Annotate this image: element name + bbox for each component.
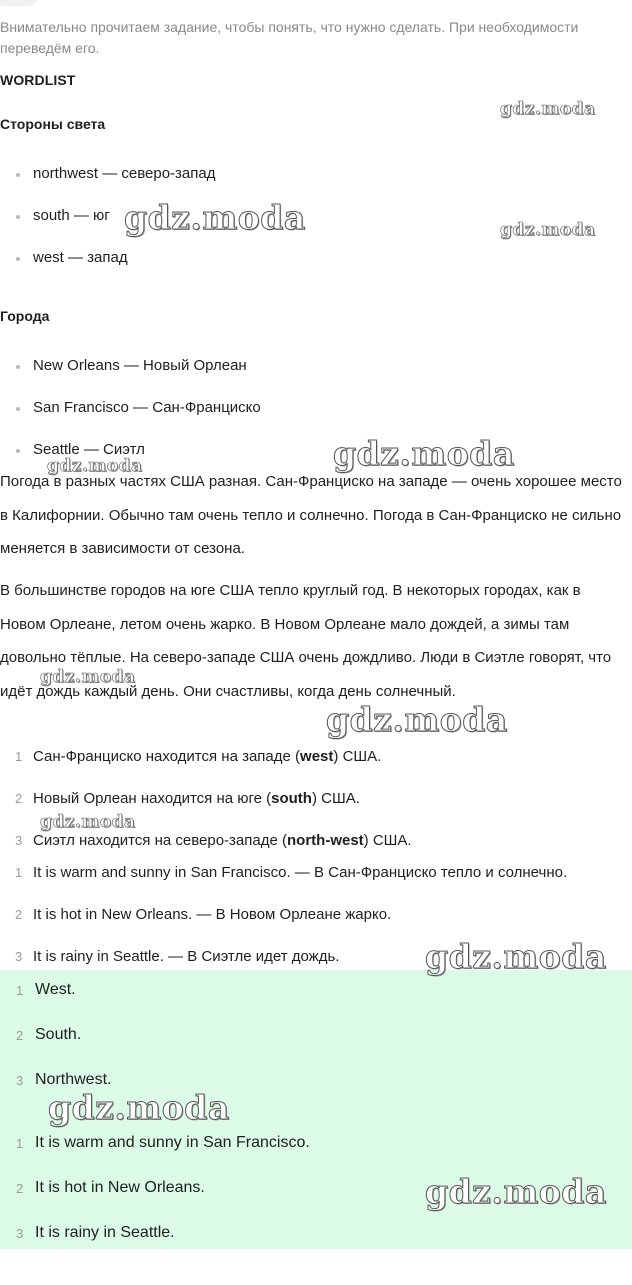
watermark: gdz.moda bbox=[425, 937, 607, 976]
item-number: 1 bbox=[15, 865, 23, 880]
item-text: Новый Орлеан находится на юге ( bbox=[33, 790, 272, 807]
list-item: northwest — северо-запад bbox=[33, 165, 216, 182]
item-text: ) США. bbox=[363, 832, 412, 849]
answer-text: South. bbox=[35, 1026, 82, 1043]
list-item: Seattle — Сиэтл bbox=[33, 441, 145, 458]
item-number: 3 bbox=[16, 1073, 24, 1088]
answer-item bbox=[16, 1071, 112, 1089]
item-number: 2 bbox=[15, 791, 23, 806]
item-number: 3 bbox=[15, 949, 23, 964]
item-text: ) США. bbox=[311, 790, 360, 807]
fact-item-1 bbox=[15, 748, 382, 765]
item-text: It is rainy in Seattle. — В Сиэтле идет дождь. bbox=[33, 948, 340, 965]
answer-item bbox=[16, 1224, 175, 1242]
item-text: Сан-Франциско находится на западе ( bbox=[33, 748, 301, 765]
list-item: San Francisco — Сан-Франциско bbox=[33, 399, 261, 416]
item-text: It is hot in New Orleans. — В Новом Орлеане жарко. bbox=[33, 906, 392, 923]
paragraph-2: В большинстве городов на юге США тепло круглый год. В некоторых городах, как в Новом Орлеане, летом очень жарко. В Новом Орлеане мало дождей, а зимы там довольно тёплые. На северо-западе США очень дождливо. Люди в Сиэтле говорят, что идёт дождь каждый день. Они счастливы, когда день солнечный. bbox=[0, 582, 612, 700]
task-intro: Внимательно прочитаем задание, чтобы понять, что нужно сделать. При необходимости переведём его. bbox=[0, 19, 579, 56]
item-bold: south bbox=[271, 790, 312, 807]
answer-text: It is hot in New Orleans. bbox=[35, 1179, 205, 1196]
answer-item bbox=[16, 1179, 205, 1197]
answer-text: Northwest. bbox=[35, 1071, 112, 1088]
list-item: west — запад bbox=[33, 249, 128, 266]
list-item: New Orleans — Новый Орлеан bbox=[33, 357, 247, 374]
item-text: ) США. bbox=[333, 748, 382, 765]
watermark: gdz.moda bbox=[124, 198, 306, 237]
watermark: gdz.moda bbox=[48, 1088, 230, 1127]
item-number: 2 bbox=[16, 1181, 24, 1196]
watermark: gdz.moda bbox=[500, 220, 596, 240]
answer-item bbox=[16, 1026, 82, 1044]
item-number: 1 bbox=[16, 983, 24, 998]
watermark: gdz.moda bbox=[333, 434, 515, 473]
translation-item-3 bbox=[15, 948, 340, 965]
item-text: It is warm and sunny in San Francisco. — В Сан-Франциско тепло и солнечно. bbox=[33, 864, 568, 881]
fact-item-2 bbox=[15, 790, 360, 807]
paragraph-1: Погода в разных частях США разная. Сан-Франциско на западе — очень хорошее место в Калифорнии. Обычно там очень тепло и солнечно. Погода в Сан-Франциско не сильно меняется в зависимости от сезона. bbox=[0, 473, 622, 558]
watermark: gdz.moda bbox=[500, 99, 596, 119]
item-bold: north-west bbox=[287, 832, 364, 849]
item-number: 1 bbox=[15, 749, 23, 764]
list-item: south — юг bbox=[33, 207, 110, 224]
watermark: gdz.moda bbox=[425, 1172, 607, 1211]
watermark: gdz.moda bbox=[40, 667, 136, 687]
watermark: gdz.moda bbox=[326, 700, 508, 739]
translation-item-2 bbox=[15, 906, 392, 923]
answer-item bbox=[16, 981, 76, 999]
step-badge bbox=[0, 0, 38, 6]
fact-item-3 bbox=[15, 832, 412, 849]
item-number: 2 bbox=[16, 1028, 24, 1043]
answer-text: It is warm and sunny in San Francisco. bbox=[35, 1134, 310, 1151]
item-bold: west bbox=[300, 748, 334, 765]
watermark: gdz.moda bbox=[47, 456, 143, 476]
answer-item bbox=[16, 1134, 310, 1152]
wordlist-heading: WORDLIST bbox=[0, 72, 76, 88]
item-text: Сиэтл находится на северо-западе ( bbox=[33, 832, 287, 849]
answer-text: West. bbox=[35, 981, 76, 998]
item-number: 3 bbox=[15, 833, 23, 848]
item-number: 1 bbox=[16, 1136, 24, 1151]
section-heading-directions: Стороны света bbox=[0, 116, 106, 132]
watermark: gdz.moda bbox=[40, 812, 136, 832]
translation-item-1 bbox=[15, 864, 568, 881]
item-number: 3 bbox=[16, 1226, 24, 1241]
answer-text: It is rainy in Seattle. bbox=[35, 1224, 175, 1241]
item-number: 2 bbox=[15, 907, 23, 922]
section-heading-cities: Города bbox=[0, 308, 50, 324]
